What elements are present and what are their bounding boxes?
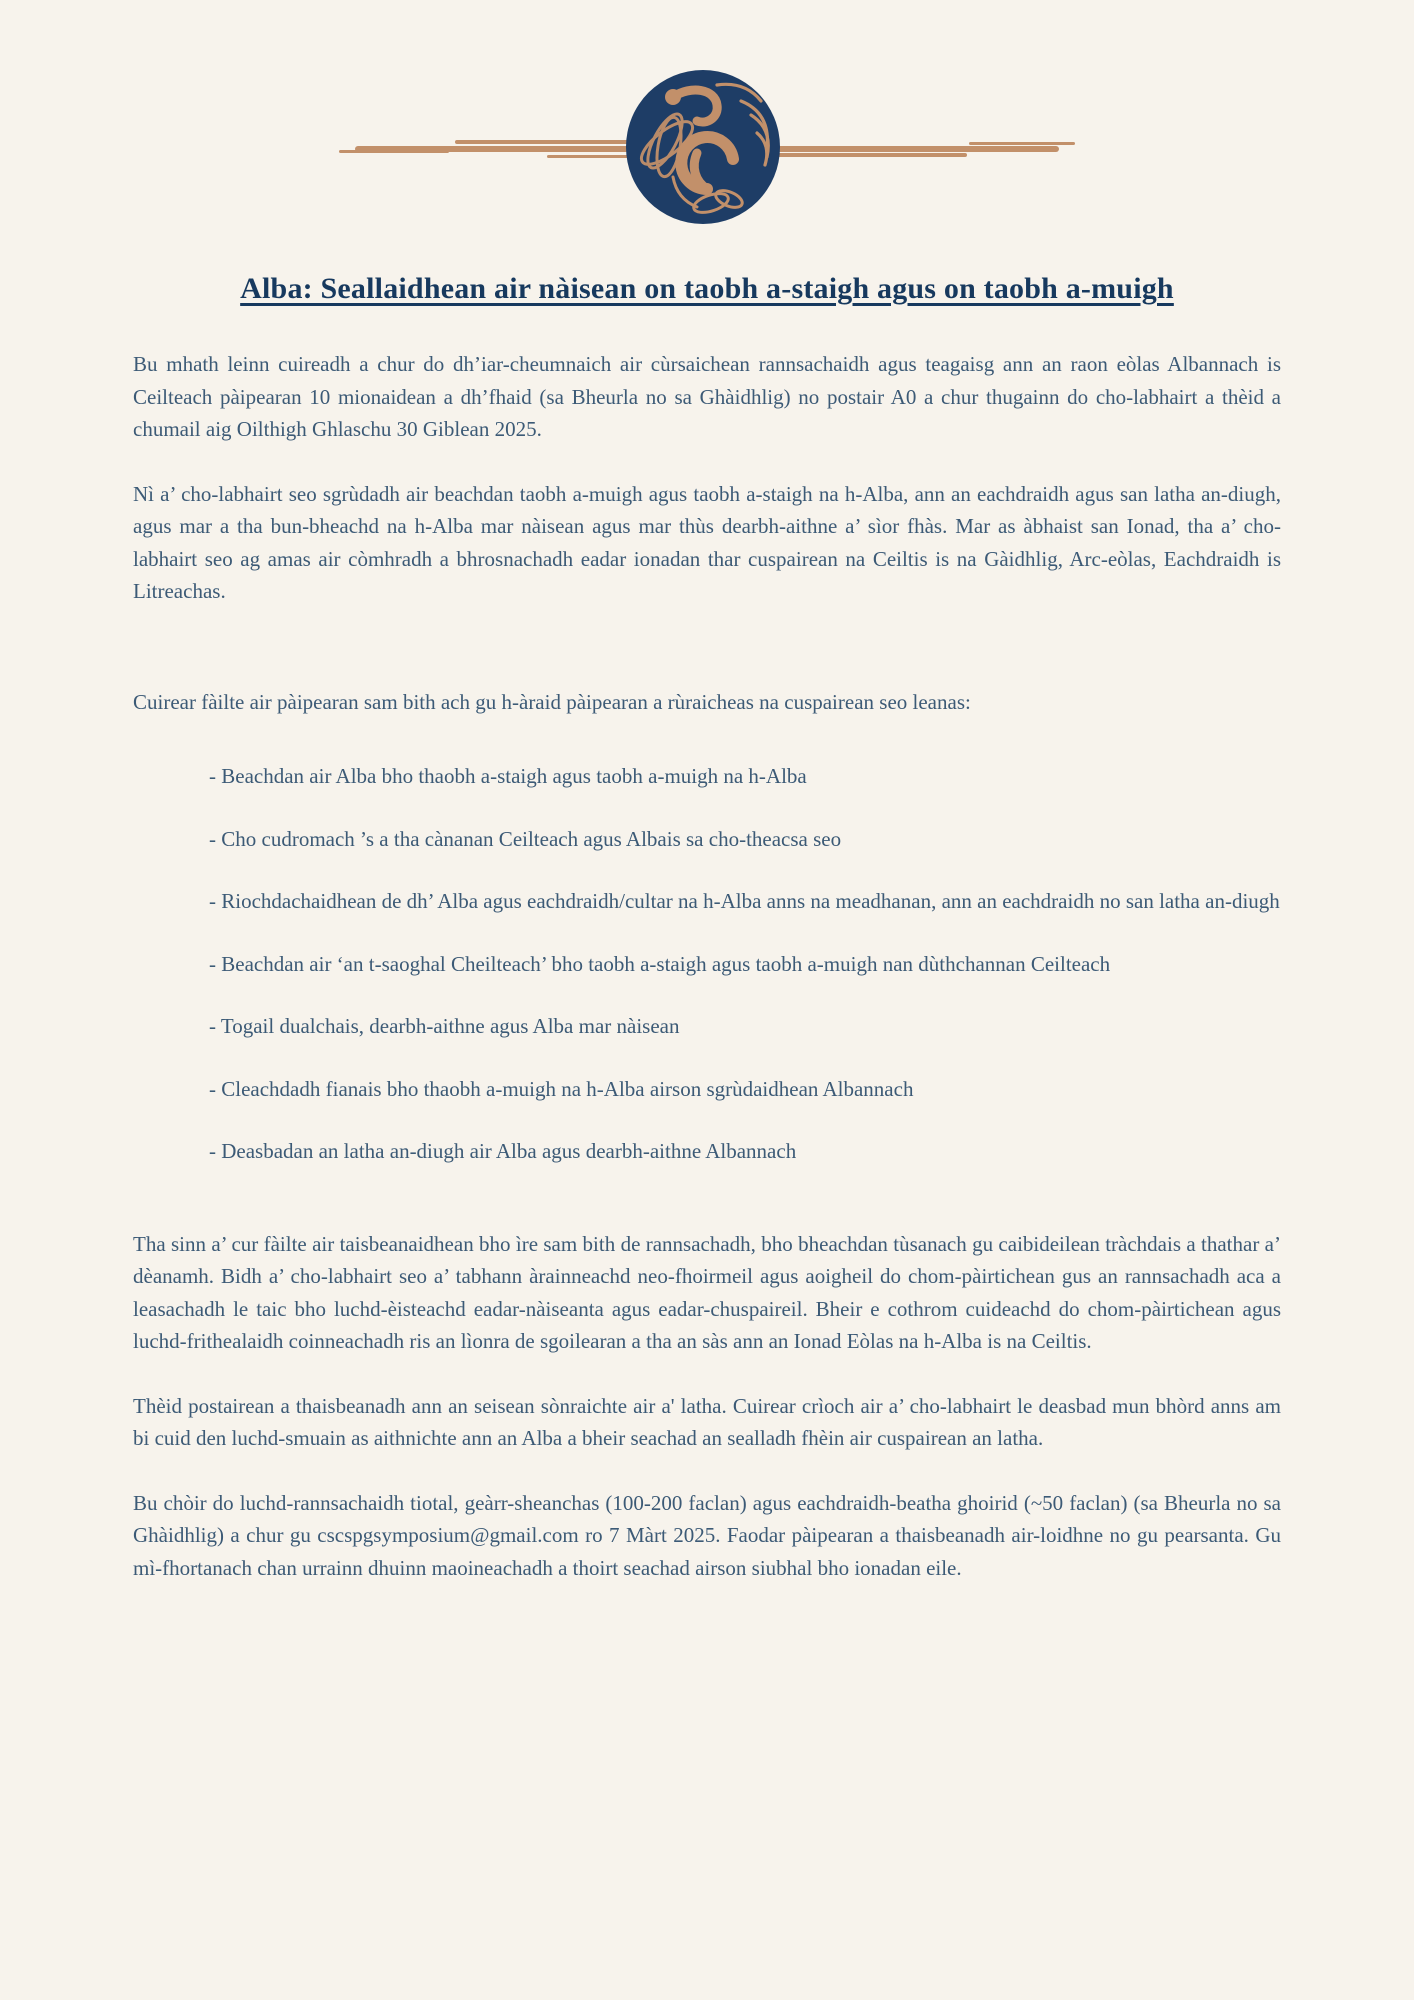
closing-paragraph-3-text-before: Bu chòir do luchd-rannsachaidh tiotal, geàrr-sheanchas (100-200 faclan) agus eachdraidh-beatha ghoirid (~50 faclan) (sa Bheurla no sa Ghàidhlig) a chur gu bbox=[133, 1490, 1281, 1547]
closing-paragraph-3-text-after: ro 7 Màrt 2025. Faodar pàipearan a thaisbeanadh air-loidhne no gu pearsanta. Gu mì-fhortanach chan urrainn dhuinn maoineachadh a thoirt seachad airson siubhal bho ionadan eile. bbox=[133, 1523, 1281, 1580]
topic-item: - Riochdachaidhean de dh’ Alba agus eachdraidh/cultar na h-Alba anns na meadhanan, ann an eachdraidh no san latha an-diugh bbox=[209, 889, 1280, 913]
topic-item: - Deasbadan an latha an-diugh air Alba agus dearbh-aithne Albannach bbox=[209, 1139, 797, 1163]
topic-item: - Togail dualchais, dearbh-aithne agus Alba mar nàisean bbox=[209, 1014, 680, 1038]
topics-lead-line: Cuirear fàilte air pàipearan sam bith ach gu h-àraid pàipearan a rùraicheas na cuspairean seo leanas: bbox=[133, 689, 971, 714]
email-link[interactable]: cscspgsymposium@gmail.com bbox=[317, 1523, 579, 1547]
topic-list bbox=[133, 760, 1281, 1168]
closing-paragraph-1: Tha sinn a’ cur fàilte air taisbeanaidhean bho ìre sam bith de rannsachadh, bho bheachdan tùsanach gu caibideilean tràchdais a thathar a’ dèanamh. Bidh a’ cho-labhairt seo a’ tabhann àrainneachd neo-fhoirmeil agus aoigheil do chom-pàirtichean gus an rannsachadh aca a leasachadh le taic bho luchd-èisteachd eadar-nàiseanta agus eadar-chuspaireil. Bheir e cothrom cuideachd do chom-pàirtichean agus luchd-frithealaidh coinneachadh ris an lìonra de sgoilearan a tha an sàs ann an Ionad Eòlas na h-Alba is na Ceiltis. bbox=[133, 1231, 1281, 1353]
medallion bbox=[626, 70, 780, 224]
topic-item: - Beachdan air ‘an t-saoghal Cheilteach’ bho taobh a-staigh agus taobh a-muigh nan dùthchannan Ceilteach bbox=[209, 951, 1111, 976]
intro-paragraph-1: Bu mhath leinn cuireadh a chur do dh’iar-cheumnaich air cùrsaichean rannsachaidh agus teagaisg ann an raon eòlas Albannach is Ceilteach pàipearan 10 mionaidean a dh’fhaid (sa Bheurla no sa Ghàidhlig) no postair A0 a chur thugainn do cho-labhairt a thèid a chumail aig Oilthigh Ghlaschu 30 Giblean 2025. bbox=[133, 352, 1281, 441]
closing-paragraph-2: Thèid postairean a thaisbeanadh ann an seisean sònraichte air a' latha. Cuirear crìoch air a’ cho-labhairt le deasbad mun bhòrd anns am bi cuid den luchd-smuain as aithnichte ann an Alba a bheir seachad an sealladh fhèin air cuspairean an latha. bbox=[133, 1393, 1281, 1450]
topic-item: - Cho cudromach ’s a tha cànanan Ceilteach agus Albais sa cho-theacsa seo bbox=[209, 826, 842, 851]
bird-head-dot bbox=[665, 89, 681, 105]
document-body bbox=[133, 348, 1281, 1584]
intro-paragraph-2: Nì a’ cho-labhairt seo sgrùdadh air beachdan taobh a-muigh agus taobh a-staigh na h-Alba, ann an eachdraidh agus san latha an-diugh, agus mar a tha bun-bheachd na h-Alba mar nàisean agus mar thùs dearbh-aithne a’ sìor fhàs. Mar as àbhaist san Ionad, tha a’ cho-labhairt seo ag amas air còmhradh a bhrosnachadh eadar ionadan thar cuspairean na Ceiltis is na Gàidhlig, Arc-eòlas, Eachdraidh is Litreachas. bbox=[133, 481, 1281, 603]
celtic-medallion-logo bbox=[337, 58, 1077, 236]
closing-paragraph-3 bbox=[133, 1487, 1281, 1585]
topic-item: - Beachdan air Alba bho thaobh a-staigh agus taobh a-muigh na h-Alba bbox=[209, 764, 807, 788]
topic-item: - Cleachdadh fianais bho thaobh a-muigh na h-Alba airson sgrùdaidhean Albannach bbox=[209, 1076, 914, 1101]
page-title: Alba: Seallaidhean air nàisean on taobh a-staigh agus on taobh a-muigh bbox=[240, 272, 1174, 305]
document-header bbox=[0, 0, 1414, 236]
